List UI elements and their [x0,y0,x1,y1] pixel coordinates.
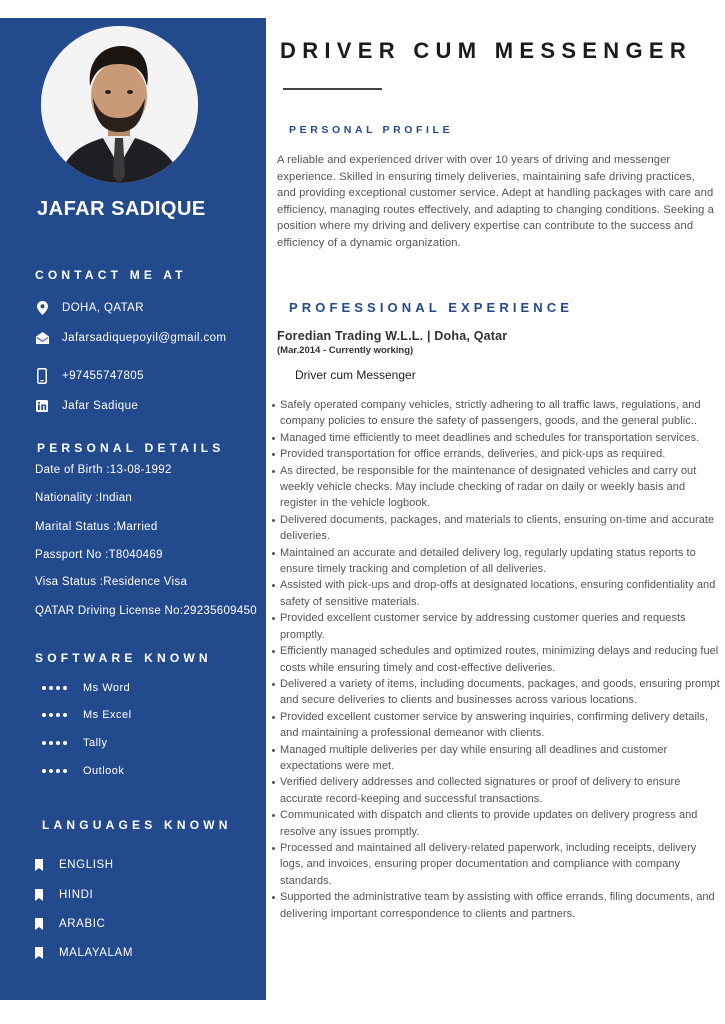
contact-phone-text[interactable]: +97455747805 [62,370,144,382]
language-item [35,889,93,901]
software-item-label: Ms Word [83,682,131,694]
employer-name: Foredian Trading W.L.L. | Doha, Qatar [277,329,508,343]
list-item: As directed, be responsible for the maintenance of designated vehicles and carry out weekly vehicle checks. May include checking of radar on daily or weekly basis and register in the vehicle logbook. [271,463,720,512]
contact-email[interactable] [34,330,226,346]
personal-details-heading: PERSONAL DETAILS [37,441,225,455]
languages-heading: LANGUAGES KNOWN [42,818,232,832]
contact-location-text: DOHA, QATAR [62,302,144,314]
software-item [42,709,132,721]
software-heading: SOFTWARE KNOWN [35,651,212,665]
phone-icon [34,368,50,384]
contact-linkedin[interactable] [34,398,138,414]
title-divider [283,88,382,90]
language-item [35,859,114,871]
mail-icon [34,330,50,346]
list-item: Processed and maintained all delivery-related paperwork, including receipts, delivery logs, and invoices, ensuring proper documentation and compliance with company standards. [271,840,720,889]
software-item [42,765,124,777]
language-item [35,947,133,959]
contact-phone[interactable] [34,368,144,384]
list-item: Delivered a variety of items, including documents, packages, and goods, ensuring prompt and secure deliveries to clients and businesses across various locations. [271,676,720,709]
detail-passport: Passport No :T8040469 [35,549,163,561]
linkedin-icon [34,398,50,414]
software-item [42,682,130,694]
rating-dots-icon [42,741,67,745]
bookmark-icon [35,947,43,959]
list-item: Communicated with dispatch and clients to provide updates on delivery progress and resolve any issues promptly. [271,807,720,840]
rating-dots-icon [42,769,67,773]
list-item: Delivered documents, packages, and materials to clients, ensuring on-time and accurate deliveries. [271,512,720,545]
contact-email-text[interactable]: Jafarsadiquepoyil@gmail.com [62,332,227,344]
language-item-label: MALAYALAM [59,947,133,959]
detail-driving-license: QATAR Driving License No:29235609450 [35,605,257,617]
personal-profile-text: A reliable and experienced driver with over 10 years of driving and messenger experience. Skilled in ensuring timely deliveries, maintaining safe driving practices, and providing exceptional customer service. Adept at handling packages with care and efficiency, managing routes effectively, and adapting to changing conditions. Seeking a position where my driving and delivery expertise can contribute to the success and efficiency of a dynamic organization. [277,154,715,249]
profile-photo-avatar [41,26,198,183]
candidate-name: JAFAR SADIQUE [37,198,206,220]
software-item [42,737,108,749]
rating-dots-icon [42,686,67,690]
contact-linkedin-text[interactable]: Jafar Sadique [62,400,139,412]
list-item: Provided transportation for office errands, deliveries, and pick-ups as required. [271,446,720,462]
language-item-label: ARABIC [59,918,106,930]
rating-dots-icon [42,713,67,717]
contact-heading: CONTACT ME AT [35,268,187,282]
responsibilities-list [271,397,720,922]
detail-visa-status: Visa Status :Residence Visa [35,576,188,588]
detail-marital-status: Marital Status :Married [35,521,158,533]
list-item: Managed time efficiently to meet deadlines and schedules for transportation services. [271,430,720,446]
language-item-label: ENGLISH [59,859,114,871]
list-item: Verified delivery addresses and collected signatures or proof of delivery to ensure accurate record-keeping and successful transactions. [271,774,720,807]
list-item: Maintained an accurate and detailed delivery log, regularly updating status reports to ensure timely tracking and completion of all deliveries. [271,545,720,578]
personal-profile-heading: PERSONAL PROFILE [289,124,454,136]
profile-photo [41,26,198,183]
sidebar [0,18,266,1000]
list-item: Assisted with pick-ups and drop-offs at designated locations, ensuring confidentiality and safety of sensitive materials. [271,577,720,610]
software-item-label: Tally [83,737,108,749]
bookmark-icon [35,859,43,871]
location-pin-icon [34,300,50,316]
bookmark-icon [35,918,43,930]
resume-title: DRIVER CUM MESSENGER [280,38,693,63]
detail-dob: Date of Birth :13-08-1992 [35,464,172,476]
list-item: Efficiently managed schedules and optimized routes, minimizing delays and reducing fuel costs while ensuring timely and cost-effective deliveries. [271,643,720,676]
list-item: Managed multiple deliveries per day while ensuring all deadlines and customer expectations were met. [271,742,720,775]
list-item: Provided excellent customer service by addressing customer queries and requests promptly. [271,610,720,643]
language-item-label: HINDI [59,889,94,901]
software-item-label: Outlook [83,765,125,777]
list-item: Supported the administrative team by assisting with office errands, filing documents, and delivering important correspondence to clients and partners. [271,889,720,922]
list-item: Safely operated company vehicles, strictly adhering to all traffic laws, regulations, and company policies to ensure the safety of passengers, goods, and the general public.. [271,397,720,430]
contact-location [34,300,144,316]
list-item: Provided excellent customer service by answering inquiries, confirming delivery details, and maintaining a professional demeanor with clients. [271,709,720,742]
detail-nationality: Nationality :Indian [35,492,133,504]
professional-experience-heading: PROFESSIONAL EXPERIENCE [289,300,574,315]
software-item-label: Ms Excel [83,709,132,721]
language-item [35,918,105,930]
bookmark-icon [35,889,43,901]
job-title: Driver cum Messenger [295,368,416,382]
employment-period: (Mar.2014 - Currently working) [277,345,414,356]
